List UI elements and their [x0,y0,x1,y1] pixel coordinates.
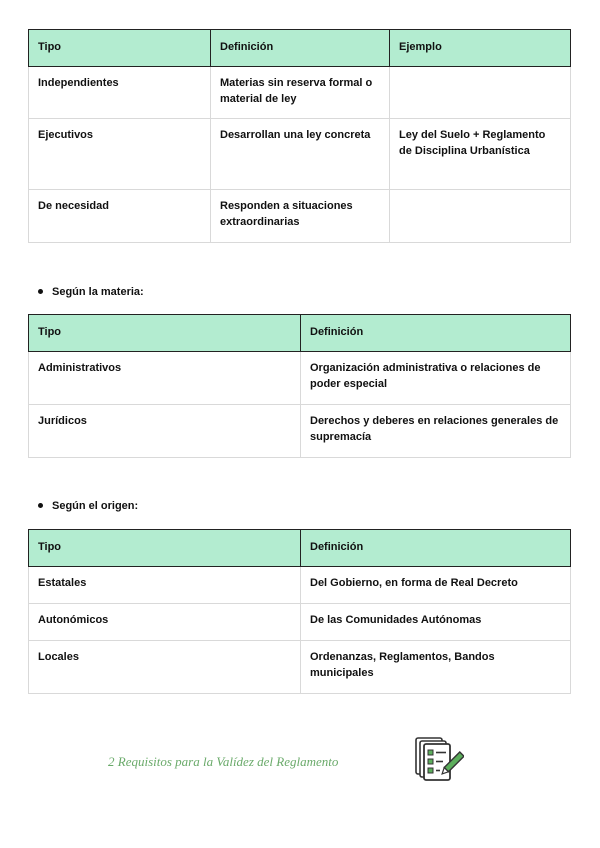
table-cell: Organización administrativa o relaciones de poder especial [301,352,571,405]
table-row [29,641,571,694]
header-cell: Tipo [29,30,211,67]
table-row [29,567,571,604]
bullet-dot-icon [38,503,43,508]
reglamentos-materia-table [28,314,571,458]
header-cell: Definición [211,30,390,67]
table-cell: Materias sin reserva formal o material de ley [211,67,390,119]
table-cell: Ejecutivos [29,119,211,190]
header-cell: Definición [301,530,571,567]
table-cell: Locales [29,641,301,694]
table-cell: Autonómicos [29,604,301,641]
table-cell: Estatales [29,567,301,604]
table-cell: Independientes [29,67,211,119]
reglamentos-origen-table [28,529,571,694]
table-cell [390,190,571,243]
table-cell: Administrativos [29,352,301,405]
table-cell: Ordenanzas, Reglamentos, Bandos municipales [301,641,571,694]
header-cell: Tipo [29,315,301,352]
header-cell: Tipo [29,530,301,567]
table-header-row [29,315,571,352]
table-row [29,604,571,641]
table-row [29,405,571,458]
reglamentos-tipo-table [28,29,571,243]
table-cell: Derechos y deberes en relaciones generales de supremacía [301,405,571,458]
table-cell: De las Comunidades Autónomas [301,604,571,641]
table-cell: Del Gobierno, en forma de Real Decreto [301,567,571,604]
bullet-materia-label: Según la materia: [52,286,144,298]
table-cell: Desarrollan una ley concreta [211,119,390,190]
bullet-dot-icon [38,289,43,294]
table-cell [390,67,571,119]
bullet-origen-label: Según el origen: [52,500,139,512]
table-header-row [29,30,571,67]
table-header-row [29,530,571,567]
header-cell: Ejemplo [390,30,571,67]
header-cell: Definición [301,315,571,352]
table-row [29,352,571,405]
table-cell: Responden a situaciones extraordinarias [211,190,390,243]
table-row [29,67,571,119]
bullet-origen [38,500,138,512]
table-cell: Ley del Suelo + Reglamento de Disciplina Urbanística [390,119,571,190]
checklist-document-icon [414,736,464,784]
table-row [29,190,571,243]
table-cell: Jurídicos [29,405,301,458]
section-heading-requisitos: 2 Requisitos para la Valídez del Reglamento [108,754,339,769]
table-cell: De necesidad [29,190,211,243]
table-row [29,119,571,190]
bullet-materia [38,286,144,298]
